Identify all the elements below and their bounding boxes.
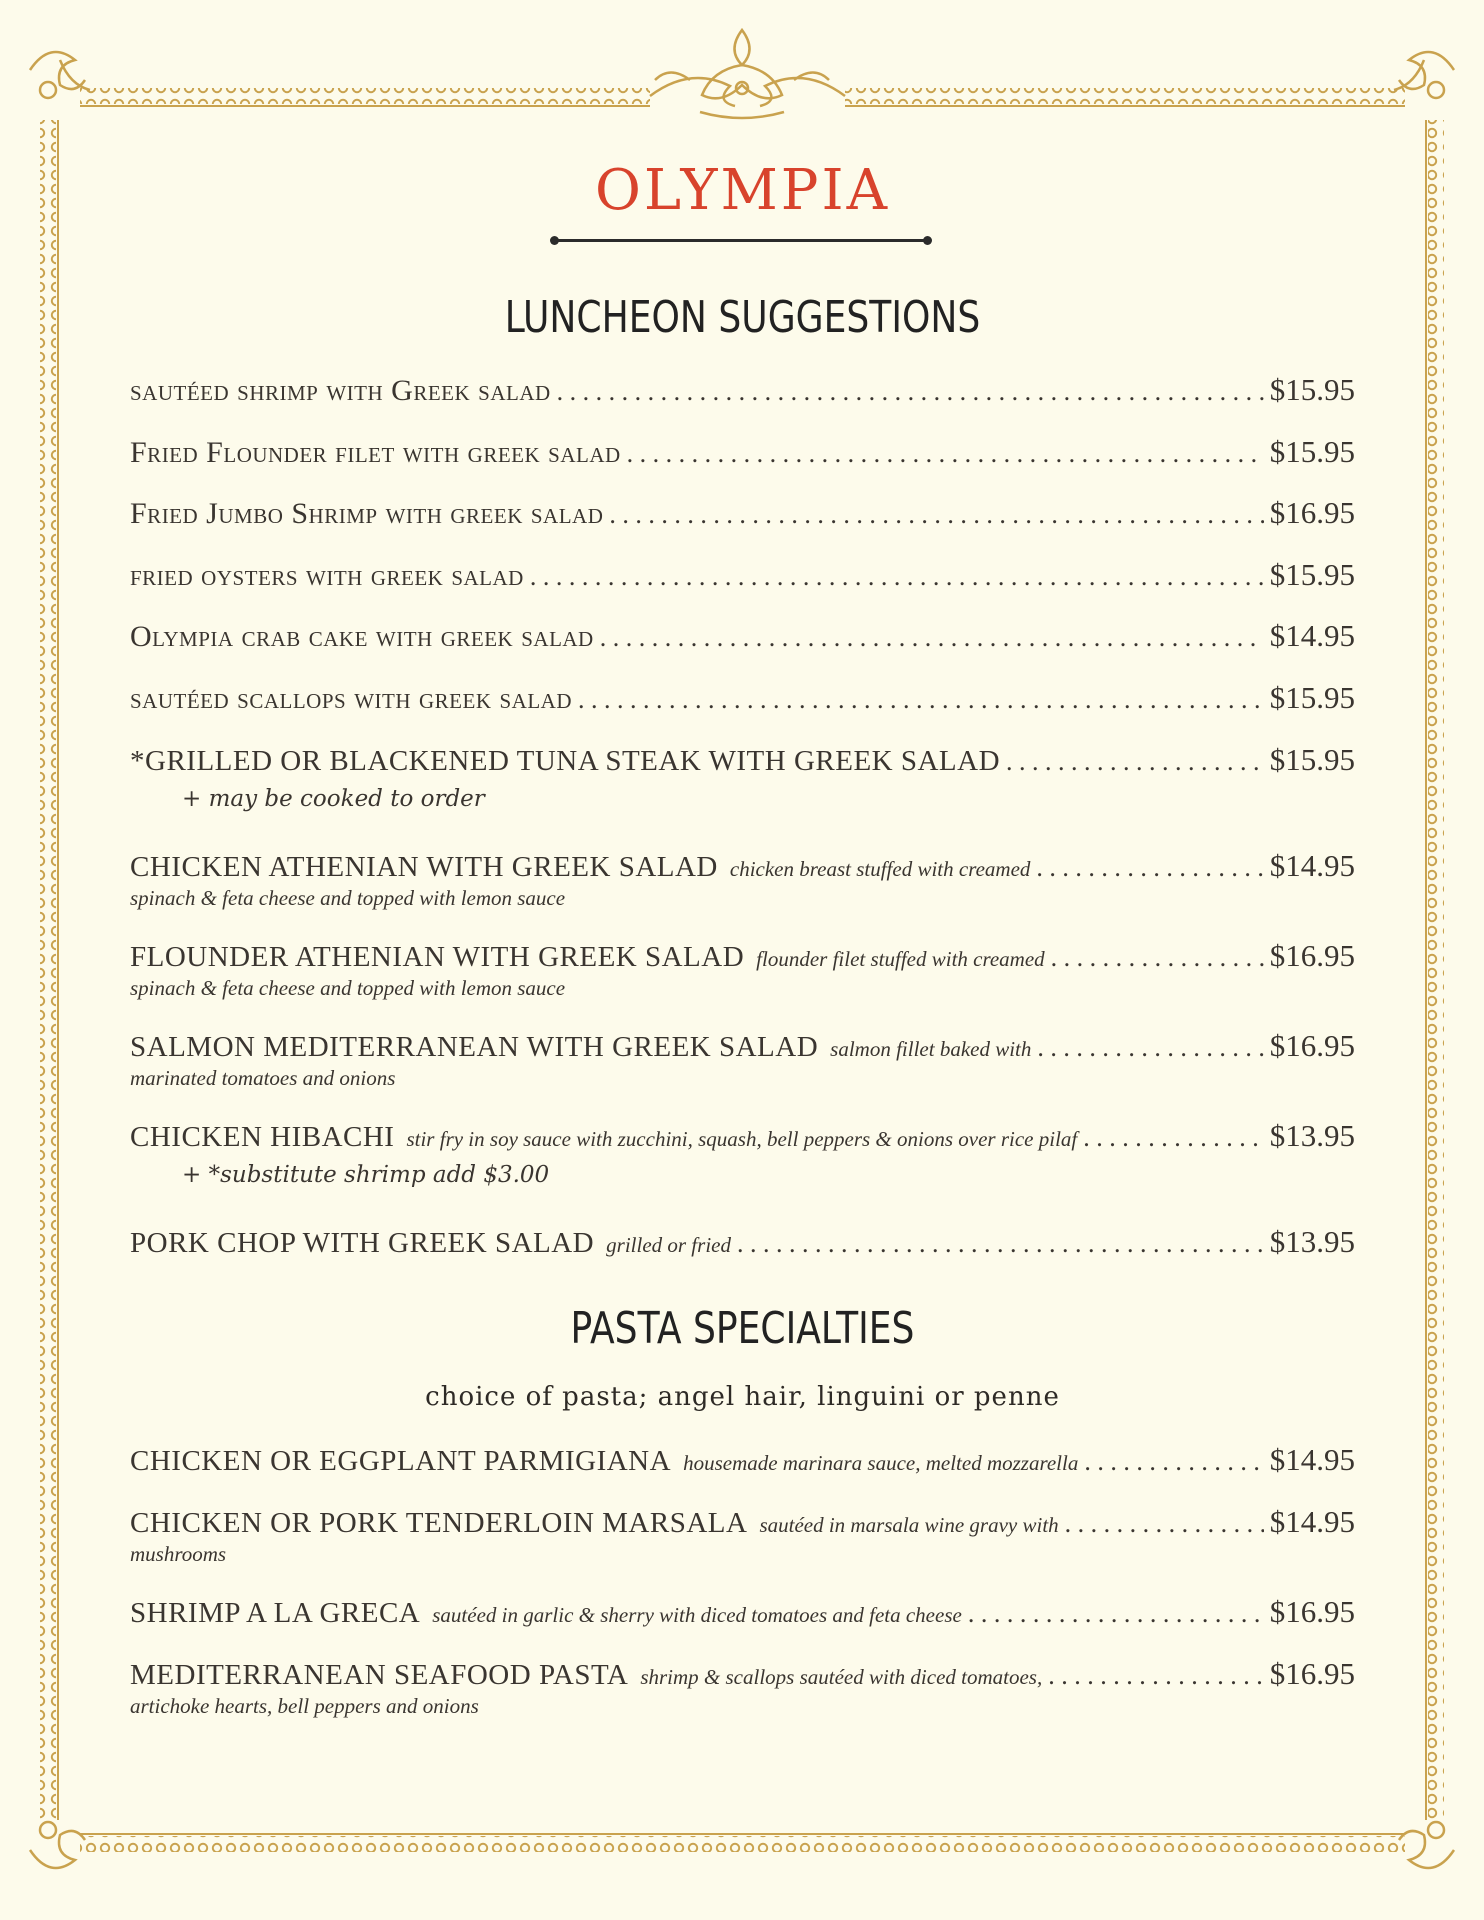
- item-note: + may be cooked to order: [182, 786, 485, 812]
- item-price: $13.95: [1269, 1224, 1355, 1259]
- item-description: grilled or fried: [606, 1233, 731, 1257]
- dot-leader: [1006, 747, 1264, 777]
- menu-item: [130, 1028, 1355, 1091]
- item-price: $16.95: [1269, 1594, 1355, 1629]
- item-price: $16.95: [1269, 938, 1355, 973]
- item-price: $15.95: [1269, 742, 1355, 777]
- item-description: sautéed in garlic & sherry with diced tomatoes and feta cheese: [432, 1603, 962, 1627]
- dot-leader: [1037, 1033, 1263, 1063]
- dot-leader: [627, 439, 1264, 469]
- menu-item: [130, 434, 1355, 470]
- dot-leader: [968, 1599, 1264, 1629]
- item-description-continued: marinated tomatoes and onions: [130, 1066, 396, 1090]
- dot-leader: [578, 685, 1264, 715]
- item-price: $14.95: [1269, 1442, 1355, 1477]
- item-description: flounder filet stuffed with creamed: [756, 947, 1045, 971]
- pasta-subtitle: choice of pasta; angel hair, linguini or penne: [425, 1382, 1060, 1412]
- item-price: $15.95: [1269, 372, 1355, 407]
- item-description: sautéed in marsala wine gravy with: [759, 1513, 1059, 1537]
- item-note: + *substitute shrimp add $3.00: [182, 1162, 550, 1188]
- dot-leader: [1048, 1661, 1264, 1691]
- item-description: chicken breast stuffed with creamed: [729, 857, 1031, 881]
- item-name: Fried Jumbo Shrimp with greek salad: [130, 497, 604, 530]
- item-description: housemade marinara sauce, melted mozzarella: [683, 1451, 1079, 1475]
- luncheon-section-title: LUNCHEON SUGGESTIONS: [504, 292, 981, 343]
- menu-item: [130, 372, 1355, 408]
- item-name: fried oysters with greek salad: [130, 559, 524, 592]
- dot-leader: [557, 377, 1264, 407]
- item-price: $15.95: [1269, 434, 1355, 469]
- menu-item: [130, 848, 1355, 911]
- item-name: CHICKEN OR PORK TENDERLOIN MARSALA: [130, 1507, 748, 1539]
- item-name: Fried Flounder filet with greek salad: [130, 436, 621, 469]
- menu-item: [130, 1504, 1355, 1567]
- dot-leader: [530, 562, 1264, 592]
- item-description-continued: mushrooms: [130, 1542, 227, 1566]
- item-price: $16.95: [1269, 1656, 1355, 1691]
- item-description-continued: spinach & feta cheese and topped with lemon sauce: [130, 976, 566, 1000]
- item-price: $13.95: [1269, 1118, 1355, 1153]
- menu-item: [130, 495, 1355, 531]
- dot-leader: [737, 1229, 1264, 1259]
- item-price: $16.95: [1269, 1028, 1355, 1063]
- menu-item: [130, 618, 1355, 654]
- item-name: CHICKEN OR EGGPLANT PARMIGIANA: [130, 1445, 672, 1477]
- item-name: sautéed scallops with greek salad: [130, 682, 572, 715]
- item-price: $14.95: [1269, 618, 1355, 653]
- item-description: shrimp & scallops sautéed with diced tomatoes,: [640, 1665, 1043, 1689]
- menu-item: [130, 1656, 1355, 1719]
- item-price: $15.95: [1269, 680, 1355, 715]
- item-description-continued: artichoke hearts, bell peppers and onions: [130, 1694, 479, 1718]
- title-divider: [554, 239, 928, 242]
- item-name: CHICKEN HIBACHI: [130, 1121, 395, 1153]
- item-name: FLOUNDER ATHENIAN WITH GREEK SALAD: [130, 941, 745, 973]
- item-name: PORK CHOP WITH GREEK SALAD: [130, 1227, 595, 1259]
- restaurant-name: OLYMPIA: [594, 158, 891, 223]
- item-price: $14.95: [1269, 1504, 1355, 1539]
- dot-leader: [609, 500, 1263, 530]
- dot-leader: [1084, 1447, 1263, 1477]
- dot-leader: [1036, 853, 1263, 883]
- dot-leader: [1065, 1509, 1264, 1539]
- item-name: *GRILLED OR BLACKENED TUNA STEAK WITH GREEK SALAD: [130, 745, 1001, 777]
- menu-item: [130, 680, 1355, 716]
- dot-leader: [1083, 1123, 1264, 1153]
- item-name: SALMON MEDITERRANEAN WITH GREEK SALAD: [130, 1031, 819, 1063]
- dot-leader: [1051, 943, 1264, 973]
- item-name: MEDITERRANEAN SEAFOOD PASTA: [130, 1659, 629, 1691]
- menu-item: [130, 938, 1355, 1001]
- menu-item: [130, 1118, 1355, 1188]
- item-name: Olympia crab cake with greek salad: [130, 620, 594, 653]
- item-name: SHRIMP A LA GRECA: [130, 1597, 421, 1629]
- menu-item: [130, 1224, 1355, 1260]
- menu-item: [130, 742, 1355, 812]
- item-description: stir fry in soy sauce with zucchini, squash, bell peppers & onions over rice pilaf: [406, 1127, 1078, 1151]
- menu-item: [130, 557, 1355, 593]
- dot-leader: [600, 623, 1264, 653]
- item-price: $16.95: [1269, 495, 1355, 530]
- item-description-continued: spinach & feta cheese and topped with lemon sauce: [130, 886, 566, 910]
- menu-item: [130, 1594, 1355, 1630]
- pasta-section-title: PASTA SPECIALTIES: [570, 1303, 915, 1354]
- item-price: $14.95: [1269, 848, 1355, 883]
- item-name: sautéed shrimp with Greek salad: [130, 374, 551, 407]
- item-price: $15.95: [1269, 557, 1355, 592]
- item-description: salmon fillet baked with: [830, 1037, 1032, 1061]
- item-name: CHICKEN ATHENIAN WITH GREEK SALAD: [130, 851, 718, 883]
- menu-item: [130, 1442, 1355, 1478]
